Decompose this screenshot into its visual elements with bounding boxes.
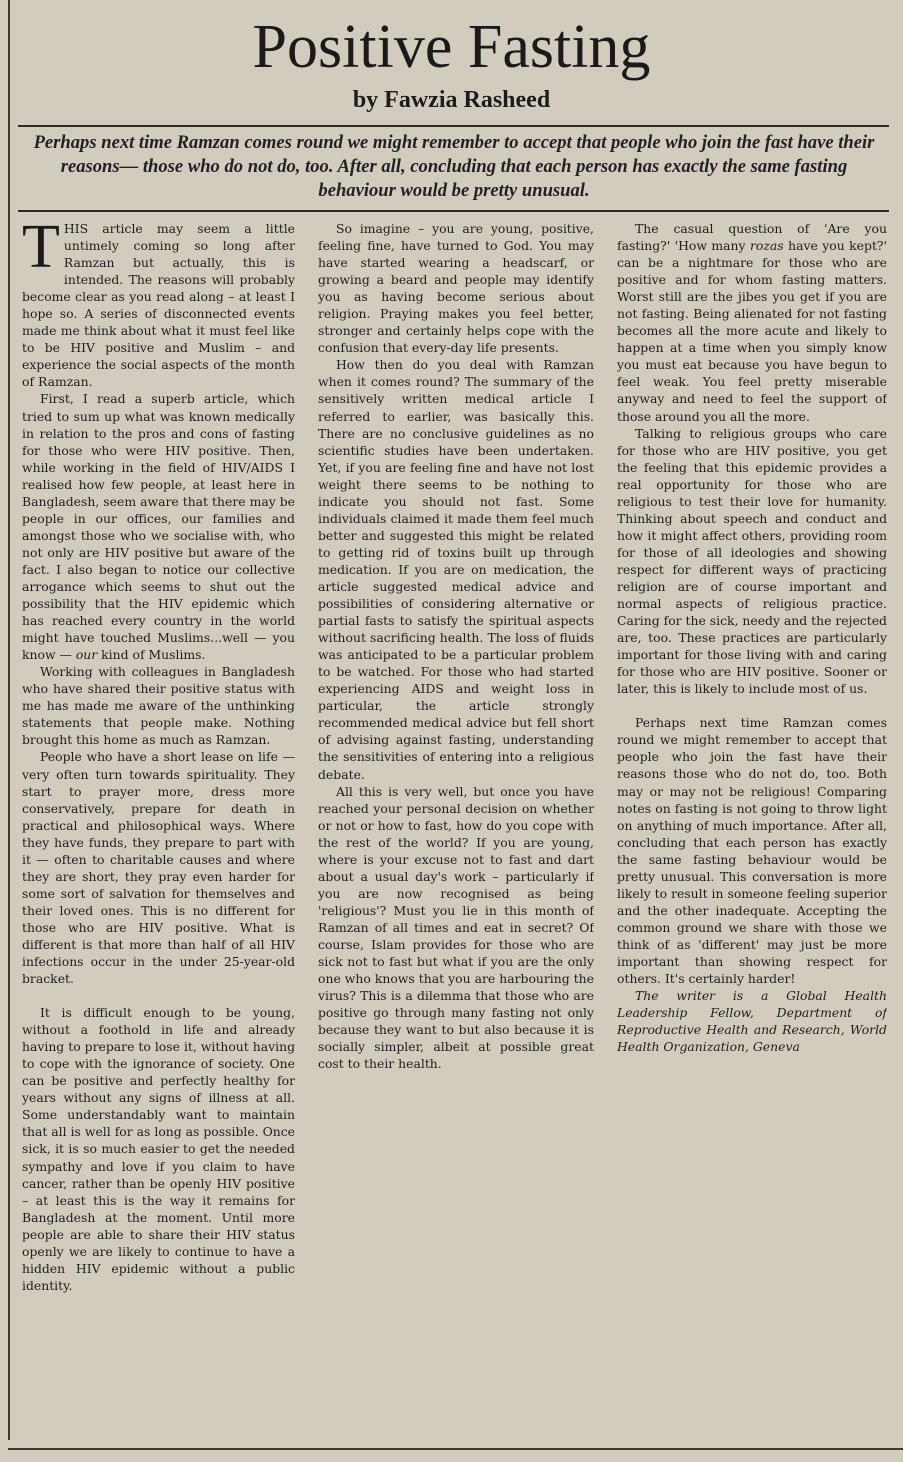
article-column-2 <box>318 220 594 1445</box>
paragraph-9: The casual question of 'Are you fasting?' 'How many rozas have you kept?' can be a nightmare for those who are positive and for whom fasting matters. Worst still are the jibes you get if you are not fasting. Being alienated for not fasting becomes all the more acute and likely to happen at a time when you simply know you must eat because you have begun to feel weak. You feel pretty miserable anyway and need to feel the support of those around you all the more. <box>617 221 887 424</box>
article-title: Positive Fasting <box>252 13 651 81</box>
paragraph-10: Talking to religious groups who care for those who are HIV positive, you get the feeling that this epidemic provides a real opportunity for those who are religious to test their love for humanity. Thinking about speech and conduct and how it might affect others, providing room for those of all ideologies and showing respect for different ways of practicing religion are of course important and normal aspects of religious practice. Caring for the sick, needy and the rejected are, too. These practices are particularly important for those living with and caring for those who are HIV positive. Sooner or later, this is likely to include most of us. <box>617 425 887 697</box>
author-credit: The writer is a Global Health Leadership Fellow, Department of Reproductive Health and Research, World Health Organization, Geneva <box>617 988 887 1055</box>
paragraph-3: Working with colleagues in Bangladesh who have shared their positive status with me has made me aware of the unthinking statements that people make. Nothing brought this home as much as Ramzan. <box>22 664 295 748</box>
article-column-1 <box>22 220 295 1445</box>
left-column-rule <box>8 0 10 1440</box>
deck-rule-top <box>18 125 889 127</box>
paragraph-11: Perhaps next time Ramzan comes round we might remember to accept that people who join the fast have their reasons those who do not do, too. Both may or may not be religious! Comparing notes on fasting is not going to throw light on anything of much importance. After all, concluding that each person has exactly the same fasting behaviour would be pretty unusual. This conversation is more likely to result in someone feeling superior and the other inadequate. Accepting the common ground we share with those we think of as 'different' may just be more important than showing respect for others. It's certainly harder! <box>617 715 887 987</box>
article-column-3 <box>617 220 887 1445</box>
article-deck: Perhaps next time Ramzan comes round we might remember to accept that people who join the fast have their reasons— those who do not do, too. After all, concluding that each person has exactly the same fasting behaviour would be pretty unusual. <box>33 132 875 201</box>
paragraph-5-start: It is difficult enough to be young, without a foothold in life and already having to prepare to lose it, without having to cope with the ignorance of society. One can be positive and perfectly healthy for years without any signs of illness at all. Some understandably want to maintain that all is well for as long as possible. Once sick, it is so much easier to get the needed sympathy and love if you claim to have cancer, rather than be openly HIV positive – at least this is the way it remains for Bangladesh at the moment. Until more people are able to share their HIV status openly we are likely to continue to have a hidden HIV epidemic without a public identity. <box>22 1005 295 1293</box>
paragraph-6: So imagine – you are young, positive, feeling fine, have turned to God. You may have started wearing a headscarf, or growing a beard and people may identify you as having become serious about religion. Praying makes you feel better, stronger and certainly helps cope with the confusion that every-day life presents. <box>318 221 594 356</box>
paragraph-4: People who have a short lease on life — very often turn towards spirituality. They start to prayer more, dress more conservatively, prepare for death in practical and philosophical ways. Where they have funds, they prepare to part with it — often to charitable causes and where they are short, they pray even harder for some sort of salvation for themselves and their loved ones. This is no different for those who are HIV positive. What is different is that more than half of all HIV infections occur in the under 25-year-old bracket. <box>22 749 295 987</box>
paragraph-2: First, I read a superb article, which tried to sum up what was known medically in relation to the pros and cons of fasting for those who were HIV positive. Then, while working in the field of HIV/AIDS I realised how few people, at least here in Bangladesh, seem aware that there may be people in our offices, our families and amongst those who we socialise with, who not only are HIV positive but aware of the fact. I also began to notice our collective arrogance which seems to shut out the possibility that the HIV epidemic which has reached every country in the world might have touched Muslims...well — you know — our kind of Muslims. <box>22 391 295 663</box>
paragraph-7: How then do you deal with Ramzan when it comes round? The summary of the sensitively written medical article I referred to earlier, was basically this. There are no conclusive guidelines as no scientific studies have been undertaken. Yet, if you are feeling fine and have not lost weight there seems to be nothing to indicate you should not fast. Some individuals claimed it made them feel much better and suggested this might be related to getting rid of toxins built up through medication. If you are on medication, the article suggested medical advice and possibilities of considering alternative or partial fasts to satisfy the spiritual aspects without sacrificing health. The loss of fluids was anticipated to be a particular problem to be watched. For those who had started experiencing AIDS and weight loss in particular, the article strongly recommended medical advice but fell short of advising against fasting, understanding the sensitivities of entering into a religious debate. <box>318 357 594 782</box>
paragraph-8: All this is very well, but once you have reached your personal decision on whether or not or how to fast, how do you cope with the rest of the world? If you are young, where is your excuse not to fast and dart about a usual day's work – particularly if you are now recognised as being 'religious'? Must you lie in this month of Ramzan of all times and eat in secret? Of course, Islam provides for those who are sick not to fast but what if you are the only one who knows that you are harbouring the virus? This is a dilemma that those who are positive go through many fasting not only because they want to but also because it is socially simpler, albeit at possible great cost to their health. <box>318 783 594 1072</box>
drop-cap: T <box>22 220 60 281</box>
article-byline: by Fawzia Rasheed <box>352 87 551 113</box>
deck-rule-bottom <box>18 210 889 212</box>
paragraph-1: THIS article may seem a little untimely coming so long after Ramzan but actually, this is intended. The reasons will probably become clear as you read along – at least I hope so. A series of disconnected events made me think about what it must feel like to be HIV positive and Muslim – and experience the social aspects of the month of Ramzan. <box>22 220 295 390</box>
bottom-rule <box>8 1448 903 1450</box>
